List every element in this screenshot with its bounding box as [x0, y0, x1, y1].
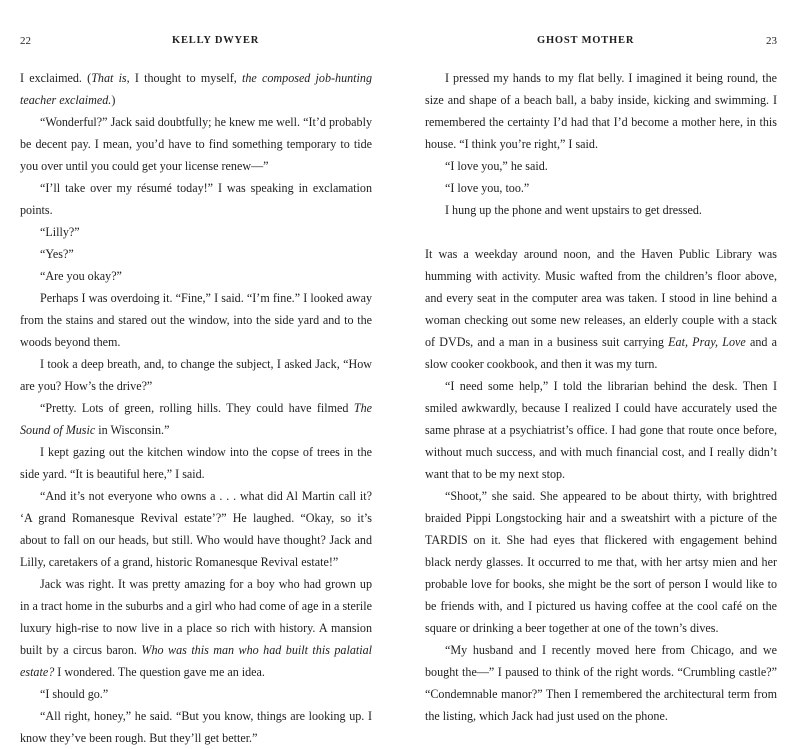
- paragraph: [425, 375, 777, 485]
- text-run: Perhaps I was overdoing it. “Fine,” I said. “I’m fine.” I looked away from the stains and stared out the window, into the side yard and to the woods beyond them.: [20, 291, 372, 349]
- text-run: “Pretty. Lots of green, rolling hills. They could have filmed: [40, 401, 354, 415]
- italic-text: That is: [91, 71, 127, 85]
- paragraph: [20, 177, 372, 221]
- text-run: in Wisconsin.”: [95, 423, 170, 437]
- paragraph: [425, 67, 777, 155]
- paragraph: [425, 243, 777, 375]
- paragraph: [20, 353, 372, 397]
- text-run: It was a weekday around noon, and the Haven Public Library was humming with activity. Music wafted from the children’s floor above, and every seat in the computer area was taken. I stood in line behind a woman checking out some new releases, an elderly couple with a stack of DVDs, and a man in a business suit carrying: [425, 247, 777, 349]
- text-run: “My husband and I recently moved here from Chicago, and we bought the—” I paused to think of the right words. “Crumbling castle?” “Condemnable manor?” Then I remembered the architectural term from the listing, which Jack had just used on the phone.: [425, 643, 777, 723]
- paragraph: [425, 639, 777, 727]
- left-running-head: [20, 35, 372, 49]
- italic-text: Eat, Pray, Love: [668, 335, 746, 349]
- text-run: “I love you, too.”: [445, 181, 530, 195]
- text-run: ): [111, 93, 116, 107]
- paragraph: [20, 441, 372, 485]
- text-run: “I love you,” he said.: [445, 159, 548, 173]
- text-run: I hung up the phone and went upstairs to get dressed.: [445, 203, 702, 217]
- paragraph: [20, 287, 372, 353]
- paragraph: [20, 265, 372, 287]
- text-run: I kept gazing out the kitchen window into the copse of trees in the side yard. “It is beautiful here,” I said.: [20, 445, 372, 481]
- text-run: I exclaimed. (: [20, 71, 92, 85]
- text-run: “Lilly?”: [40, 225, 80, 239]
- text-run: “Shoot,” she said. She appeared to be about thirty, with brightred braided Pippi Longstocking hair and a sweatshirt with a picture of the TARDIS on it. She had eyes that flickered with engagement behind black nerdy glasses. It occurred to me that, with her artsy mien and her probable love for books, she might be the sort of person I would like to be friends with, and I pictured us having coffee at the cool café on the square or drinking a beer together at one of the town’s dives.: [425, 489, 777, 635]
- italic-text: Who was this man who had built this palatial estate?: [20, 643, 372, 679]
- paragraph: [20, 683, 372, 705]
- page-number: 23: [766, 35, 777, 47]
- left-body-text: [20, 67, 372, 749]
- right-page: [425, 0, 777, 723]
- book-title: GHOST MOTHER: [537, 35, 635, 46]
- right-running-head: [425, 35, 777, 49]
- paragraph: [425, 199, 777, 221]
- paragraph: [425, 485, 777, 639]
- italic-text: the composed job-hunting teacher exclaimed.: [20, 71, 372, 107]
- paragraph: [20, 705, 372, 749]
- italic-text: The Sound of Music: [20, 401, 372, 437]
- text-run: “Wonderful?” Jack said doubtfully; he knew me well. “It’d probably be decent pay. I mean, you’d have to find something temporary to tide you over until you could get your license renew—”: [20, 115, 372, 173]
- section-break: [425, 221, 777, 243]
- text-run: “I’ll take over my résumé today!” I was speaking in exclamation points.: [20, 181, 372, 217]
- text-run: I pressed my hands to my flat belly. I imagined it being round, the size and shape of a beach ball, a baby inside, kicking and swimming. I remembered the certainty I’d had that I’d become a mother here, in this house. “I think you’re right,” I said.: [425, 71, 777, 151]
- text-run: “I need some help,” I told the librarian behind the desk. Then I smiled awkwardly, because I realized I could have accurately used the same phrase at a psychiatrist’s office. I had gone that route once before, without much success, and with much financial cost, and I really didn’t want that to be my next stop.: [425, 379, 777, 481]
- paragraph: [20, 485, 372, 573]
- right-body-text: [425, 67, 777, 727]
- text-run: “Yes?”: [40, 247, 74, 261]
- paragraph: [20, 397, 372, 441]
- paragraph: [425, 155, 777, 177]
- text-run: “And it’s not everyone who owns a . . . what did Al Martin call it? ‘A grand Romanesque Revival estate’?” He laughed. “Okay, so it’s about to fall on our heads, but still. Who would have thought? Jack and Lilly, caretakers of a grand, historic Romanesque Revival estate!”: [20, 489, 372, 569]
- paragraph: [20, 243, 372, 265]
- text-run: “I should go.”: [40, 687, 109, 701]
- page-number: 22: [20, 35, 31, 47]
- author-name: KELLY DWYER: [172, 35, 260, 46]
- left-page: [20, 0, 372, 745]
- text-run: , I thought to myself,: [126, 71, 243, 85]
- text-run: “All right, honey,” he said. “But you know, things are looking up. I know they’ve been rough. But they’ll get better.”: [20, 709, 372, 745]
- text-run: and a slow cooker cookbook, and then it was my turn.: [425, 335, 777, 371]
- text-run: I wondered. The question gave me an idea.: [54, 665, 265, 679]
- paragraph: [20, 221, 372, 243]
- paragraph: [425, 177, 777, 199]
- text-run: “Are you okay?”: [40, 269, 122, 283]
- text-run: Jack was right. It was pretty amazing for a boy who had grown up in a tract home in the suburbs and a girl who had come of age in a sterile luxury high-rise to now live in a place so rich with history. A mansion built by a circus baron.: [20, 577, 372, 657]
- paragraph: [20, 111, 372, 177]
- text-run: I took a deep breath, and, to change the subject, I asked Jack, “How are you? How’s the drive?”: [20, 357, 372, 393]
- paragraph: [20, 67, 372, 111]
- paragraph: [20, 573, 372, 683]
